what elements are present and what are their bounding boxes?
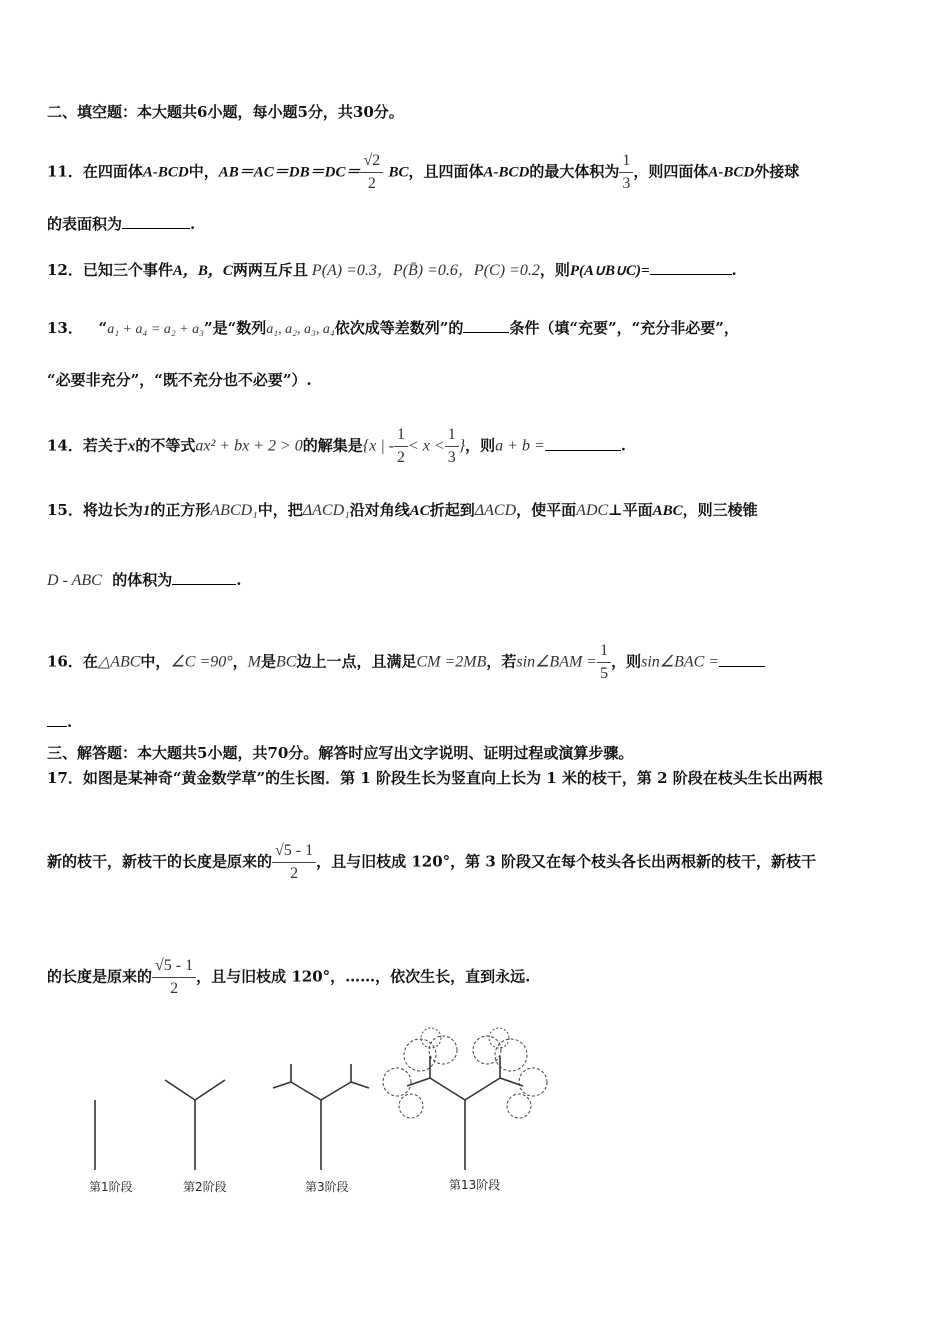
fractal-cluster xyxy=(383,1068,411,1096)
fractal-cluster xyxy=(399,1094,423,1118)
q17-frac-den: 2 xyxy=(290,865,299,882)
question-17-line1: 17．如图是某神奇“黄金数学草”的生长图．第 1 阶段生长为竖直向上长为 1 米的枝干，第 2 阶段在枝头生长出两根 xyxy=(47,769,823,787)
stage3-branch xyxy=(291,1082,321,1100)
q12-text: ，则 xyxy=(539,261,570,279)
q15-text: 将边长为 xyxy=(82,501,143,519)
q14-sum: a + b = xyxy=(495,437,545,455)
stage3-twig xyxy=(351,1082,369,1088)
q17-fraction xyxy=(152,955,196,1000)
q17-frac-num: √5 - 1 xyxy=(272,840,316,863)
q15-square: ABCD₁ xyxy=(210,502,258,519)
caption-stage-1: 第1阶段 xyxy=(89,1180,133,1194)
caption-stage-13: 第13阶段 xyxy=(449,1178,501,1192)
q15-text: ⊥平面 xyxy=(608,501,653,519)
q13-text: 依次成等差数列”的 xyxy=(334,319,464,337)
q17-frac-num: √5 - 1 xyxy=(152,955,196,978)
q15-text: 折起到 xyxy=(429,501,475,519)
q11-text: 外接球 xyxy=(754,162,800,181)
q14-text: 的不等式 xyxy=(135,436,196,455)
q16-frac-den: 5 xyxy=(600,665,609,682)
q15-one: 1 xyxy=(142,503,151,519)
fractal-cluster xyxy=(421,1028,441,1048)
q13-text: 条件（填“充要”，“充分非必要”， xyxy=(509,319,739,337)
answer-blank[interactable] xyxy=(47,712,67,727)
q16-angle: ∠C =90° xyxy=(170,653,233,671)
answer-blank[interactable] xyxy=(719,652,765,667)
q15-number: 15． xyxy=(47,501,83,519)
q11-text: ，且四面体 xyxy=(408,162,484,181)
q14-set-left: {x | - xyxy=(362,437,395,455)
q16-text: ，若 xyxy=(486,652,517,671)
fractal-cluster xyxy=(404,1039,436,1071)
q11-tetra: A-BCD xyxy=(483,164,530,181)
q11-vol-den: 3 xyxy=(622,175,631,192)
q14-x: x xyxy=(127,438,136,455)
caption-stage-2: 第2阶段 xyxy=(183,1180,227,1194)
stage2-branch-right xyxy=(195,1080,225,1100)
q14-frac2-num: 1 xyxy=(445,424,459,447)
growth-figure xyxy=(75,1020,575,1205)
stage13-branch xyxy=(465,1078,500,1100)
q16-bc: BC xyxy=(276,653,297,671)
q14-text: 若关于 xyxy=(82,436,128,455)
q14-number: 14． xyxy=(47,436,83,455)
q17-text: 新的枝干，新枝干的长度是原来的 xyxy=(47,852,273,871)
q14-frac1-num: 1 xyxy=(394,424,408,447)
question-16 xyxy=(47,640,910,685)
q13-number: 13． xyxy=(47,319,83,337)
q11-frac-den: 2 xyxy=(367,175,376,192)
q16-frac-num: 1 xyxy=(597,640,611,663)
q13-text: ”是“数列 xyxy=(204,319,267,337)
q14-text: 的解集是 xyxy=(302,436,363,455)
question-17-line3 xyxy=(47,955,910,1000)
q11-number: 11． xyxy=(47,162,83,181)
q12-union: P(A∪B∪C)= xyxy=(569,263,650,279)
fractal-cluster xyxy=(473,1036,501,1064)
stage13-branch xyxy=(430,1078,465,1100)
q16-sin-bam: sin∠BAM = xyxy=(516,653,598,671)
question-15-line2 xyxy=(47,570,910,591)
q14-inequality: ax² + bx + 2 > 0 xyxy=(195,437,303,455)
q15-text: ，使平面 xyxy=(516,501,577,519)
q11-frac-num: √2 xyxy=(360,150,383,173)
q11-text: 在四面体 xyxy=(82,162,143,181)
q16-end: . xyxy=(67,713,73,731)
q14-set-right: } xyxy=(458,437,466,455)
q15-text: 的正方形 xyxy=(150,501,211,519)
q14-frac1 xyxy=(394,424,408,469)
fractal-cluster xyxy=(429,1036,457,1064)
q14-text: ，则 xyxy=(465,436,496,455)
stage3-branch xyxy=(321,1082,351,1100)
q17-text: ，且与旧枝成 120°，……，依次生长，直到永远. xyxy=(196,967,531,986)
q16-sin-bac: sin∠BAC = xyxy=(641,653,720,671)
q15-ac: AC xyxy=(409,503,430,519)
section-3-header: 三、解答题：本大题共5小题，共70分。解答时应写出文字说明、证明过程或演算步骤。 xyxy=(47,744,634,762)
q14-frac2 xyxy=(445,424,459,469)
question-16-line2 xyxy=(47,712,910,732)
q16-cm: CM =2MB xyxy=(416,653,487,671)
q14-frac2-den: 3 xyxy=(447,449,456,466)
answer-blank[interactable] xyxy=(650,260,732,275)
q14-set-mid: < x < xyxy=(408,437,445,455)
q11-volume-fraction xyxy=(619,150,633,195)
q11-tetra: A-BCD xyxy=(142,164,189,181)
q17-frac-den: 2 xyxy=(170,980,179,997)
question-17-line2 xyxy=(47,840,910,885)
q17-fraction xyxy=(272,840,316,885)
question-11-line2 xyxy=(47,214,910,234)
q16-triangle: △ABC xyxy=(97,653,141,671)
q15-text: ，则三棱锥 xyxy=(682,501,758,519)
question-13-line2: “必要非充分”，“既不充分也不必要”）. xyxy=(47,371,312,389)
q16-text: 在 xyxy=(82,652,98,671)
q16-text: 边上一点，且满足 xyxy=(296,652,417,671)
question-15 xyxy=(47,500,910,521)
q15-text: 中，把 xyxy=(257,501,303,519)
q13-expression: a₁ + a₄ = a₂ + a₃ xyxy=(107,322,204,337)
fractal-cluster xyxy=(507,1094,531,1118)
caption-stage-3: 第3阶段 xyxy=(305,1180,349,1194)
section-2-header: 二、填空题：本大题共6小题，每小题5分，共30分。 xyxy=(47,103,404,121)
q12-end: . xyxy=(731,261,737,279)
q12-number: 12． xyxy=(47,261,83,279)
question-12 xyxy=(47,260,910,281)
q15-plane: ADC xyxy=(576,502,609,519)
q15-text: 的体积为 xyxy=(112,571,173,589)
q11-end: . xyxy=(190,215,196,233)
q16-text: 是 xyxy=(261,652,277,671)
q15-abc: ABC xyxy=(652,503,683,519)
q13-sequence: a₁, a₂, a₃, a₄ xyxy=(266,322,335,337)
question-14 xyxy=(47,424,910,469)
q15-text: 沿对角线 xyxy=(349,501,410,519)
q16-text: 中， xyxy=(140,652,171,671)
q12-text: 两两互斥且 xyxy=(232,261,308,279)
q16-fraction xyxy=(597,640,611,685)
q16-m: M xyxy=(247,653,261,671)
q16-text: ，则 xyxy=(611,652,642,671)
q11-text: ，则四面体 xyxy=(633,162,709,181)
fractal-cluster xyxy=(519,1068,547,1096)
q11-text: 的表面积为 xyxy=(47,215,123,233)
q16-number: 16． xyxy=(47,652,83,671)
q17-text: 的长度是原来的 xyxy=(47,967,153,986)
q14-end: . xyxy=(620,436,626,455)
q11-text: 的最大体积为 xyxy=(529,162,620,181)
answer-blank[interactable] xyxy=(545,436,621,451)
answer-blank[interactable] xyxy=(122,214,190,229)
q16-text: ， xyxy=(232,652,248,671)
q12-events: A，B，C xyxy=(172,263,233,279)
q17-text: ，且与旧枝成 120°，第 3 阶段又在每个枝头各长出两根新的枝干，新枝干 xyxy=(316,852,817,871)
q11-vol-num: 1 xyxy=(619,150,633,173)
q15-triangle2: ΔACD xyxy=(474,502,517,519)
q11-text: 中， xyxy=(188,162,219,181)
stage3-twig xyxy=(273,1082,291,1088)
q15-end: . xyxy=(236,571,242,589)
q15-triangle1: ΔACD₁ xyxy=(302,502,350,519)
answer-blank[interactable] xyxy=(172,570,236,585)
question-11 xyxy=(47,150,910,195)
stage2-branch-left xyxy=(165,1080,195,1100)
q11-tetra: A-BCD xyxy=(708,164,755,181)
q14-frac1-den: 2 xyxy=(397,449,406,466)
q15-pyramid: D - ABC xyxy=(47,572,102,589)
q11-bc: BC xyxy=(388,164,409,181)
q12-probabilities: P(A) =0.3，P(B̄) =0.6，P(C) =0.2 xyxy=(311,262,540,279)
q12-text: 已知三个事件 xyxy=(82,261,173,279)
answer-blank[interactable] xyxy=(463,318,509,333)
q11-fraction xyxy=(360,150,383,195)
question-13 xyxy=(47,318,910,340)
q11-equation: AB＝AC＝DB＝DC＝ xyxy=(218,164,361,181)
q13-quote: “ xyxy=(98,319,108,337)
